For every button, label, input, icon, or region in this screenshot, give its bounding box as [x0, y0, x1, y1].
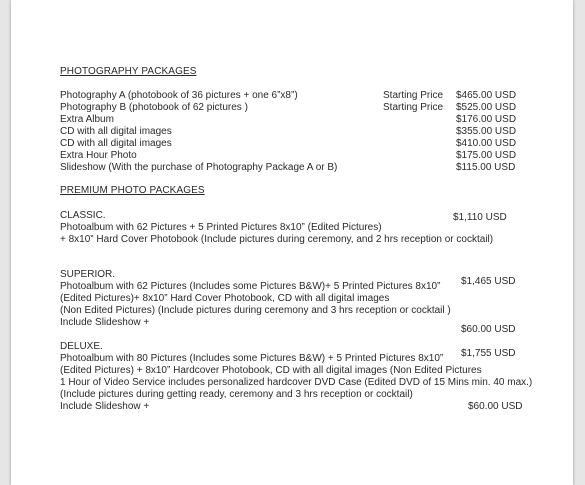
package-label: Photography A (photobook of 36 pictures + one 6”x8”): [60, 90, 298, 101]
package-price: $465.00 USD: [456, 90, 517, 101]
deluxe-slideshow-price: $60.00 USD: [468, 401, 523, 412]
deluxe-title: DELUXE.: [60, 341, 103, 352]
document-page: [11, 0, 573, 485]
package-label: Slideshow (With the purchase of Photography Package A or B): [60, 162, 338, 173]
deluxe-description-line: (Edited Pictures) + 8x10” Hardcover Photobook, CD with all digital images (Non Edited Pictures: [60, 365, 482, 376]
starting-price-label: Starting Price: [383, 90, 444, 101]
package-price: $410.00 USD: [456, 138, 517, 149]
superior-price: $1,465 USD: [461, 276, 516, 287]
superior-title: SUPERIOR.: [60, 269, 116, 280]
package-price: $176.00 USD: [456, 114, 517, 125]
classic-description-line: + 8x10” Hard Cover Photobook (Include pictures during ceremony, and 2 hrs reception or cocktail): [60, 234, 494, 245]
deluxe-description-line: (Include pictures during getting ready, ceremony and 3 hrs reception or cocktail): [60, 389, 413, 400]
superior-description-line: (Edited Pictures)+ 8x10” Hard Cover Photobook, CD with all digital images: [60, 293, 390, 304]
package-price: $525.00 USD: [456, 102, 517, 113]
package-price: $115.00 USD: [456, 162, 516, 173]
classic-title: CLASSIC.: [60, 210, 106, 221]
deluxe-description-line: Include Slideshow +: [60, 401, 150, 412]
package-price: $175.00 USD: [456, 150, 517, 161]
starting-price-label: Starting Price: [383, 102, 444, 113]
deluxe-price: $1,755 USD: [461, 348, 516, 359]
superior-description-line: Include Slideshow +: [60, 317, 150, 328]
package-label: Photography B (photobook of 62 pictures ): [60, 102, 248, 113]
classic-price: $1,110 USD: [453, 212, 507, 223]
package-label: Extra Album: [60, 114, 114, 125]
photography-packages-heading: PHOTOGRAPHY PACKAGES: [60, 66, 197, 77]
deluxe-description-line: Photoalbum with 80 Pictures (Includes some Pictures B&W) + 5 Printed Pictures 8x10”: [60, 353, 444, 364]
package-price: $355.00 USD: [456, 126, 517, 137]
classic-description-line: Photoalbum with 62 Pictures + 5 Printed Pictures 8x10” (Edited Pictures): [60, 222, 382, 233]
package-label: Extra Hour Photo: [60, 150, 137, 161]
deluxe-description-line: 1 Hour of Video Service includes personalized hardcover DVD Case (Edited DVD of 15 Mins min. 40 max.): [60, 377, 533, 388]
package-label: CD with all digital images: [60, 126, 172, 137]
premium-packages-heading: PREMIUM PHOTO PACKAGES: [60, 185, 205, 196]
superior-description-line: (Non Edited Pictures) (Include pictures during ceremony and 3 hrs reception or cocktail ): [60, 305, 451, 316]
superior-description-line: Photoalbum with 62 Pictures (Includes some Pictures B&W)+ 5 Printed Pictures 8x10”: [60, 281, 441, 292]
superior-slideshow-price: $60.00 USD: [461, 324, 516, 335]
package-label: CD with all digital images: [60, 138, 172, 149]
